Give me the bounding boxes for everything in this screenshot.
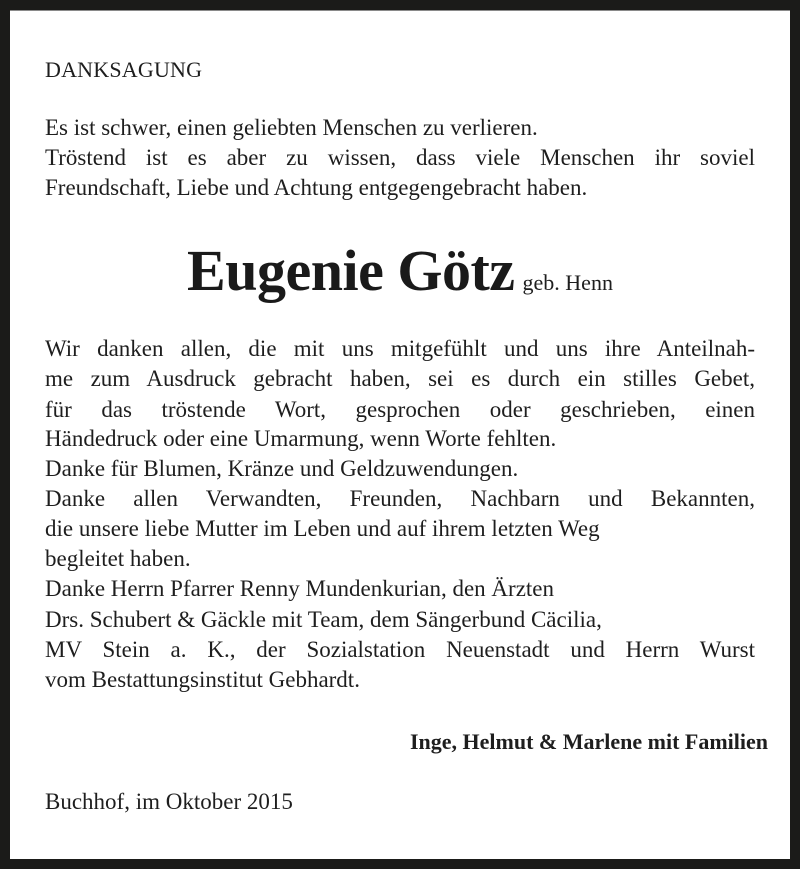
obituary-notice <box>10 10 790 859</box>
body-line: vom Bestattungsinstitut Gebhardt. <box>45 667 360 692</box>
body-line: Danke für Blumen, Kränze und Geldzuwendungen. <box>45 456 519 481</box>
body-line: begleitet haben. <box>45 546 191 571</box>
body-line: die unsere liebe Mutter im Leben und auf ihrem letzten Weg <box>45 516 600 541</box>
body-line: Wir danken allen, die mit uns mitgefühlt und uns ihre Anteilnah- <box>45 336 755 361</box>
signature: Inge, Helmut & Marlene mit Familien <box>409 729 768 754</box>
maiden-name: geb. Henn <box>522 270 613 295</box>
body-line: Danke allen Verwandten, Freunden, Nachbarn und Bekannten, <box>45 486 755 511</box>
body-line: Danke Herrn Pfarrer Renny Mundenkurian, den Ärzten <box>45 576 555 601</box>
deceased-name-row <box>10 237 790 304</box>
intro-line: Freundschaft, Liebe und Achtung entgegengebracht haben. <box>45 175 588 200</box>
body-line: Händedruck oder eine Umarmung, wenn Worte fehlten. <box>45 426 557 451</box>
body-line: Drs. Schubert & Gäckle mit Team, dem Sängerbund Cäcilia, <box>45 607 602 632</box>
deceased-name: Eugenie Götz <box>187 238 515 303</box>
body-line: MV Stein a. K., der Sozialstation Neuenstadt und Herrn Wurst <box>45 637 755 662</box>
intro-line: Es ist schwer, einen geliebten Menschen zu verlieren. <box>45 115 538 140</box>
body-line: me zum Ausdruck gebracht haben, sei es durch ein stilles Gebet, <box>45 366 755 391</box>
intro-line: Tröstend ist es aber zu wissen, dass viele Menschen ihr soviel <box>45 145 755 170</box>
body-line: für das tröstende Wort, gesprochen oder geschrieben, einen <box>45 397 755 422</box>
place-date: Buchhof, im Oktober 2015 <box>45 789 293 814</box>
notice-heading: DANKSAGUNG <box>45 57 203 82</box>
